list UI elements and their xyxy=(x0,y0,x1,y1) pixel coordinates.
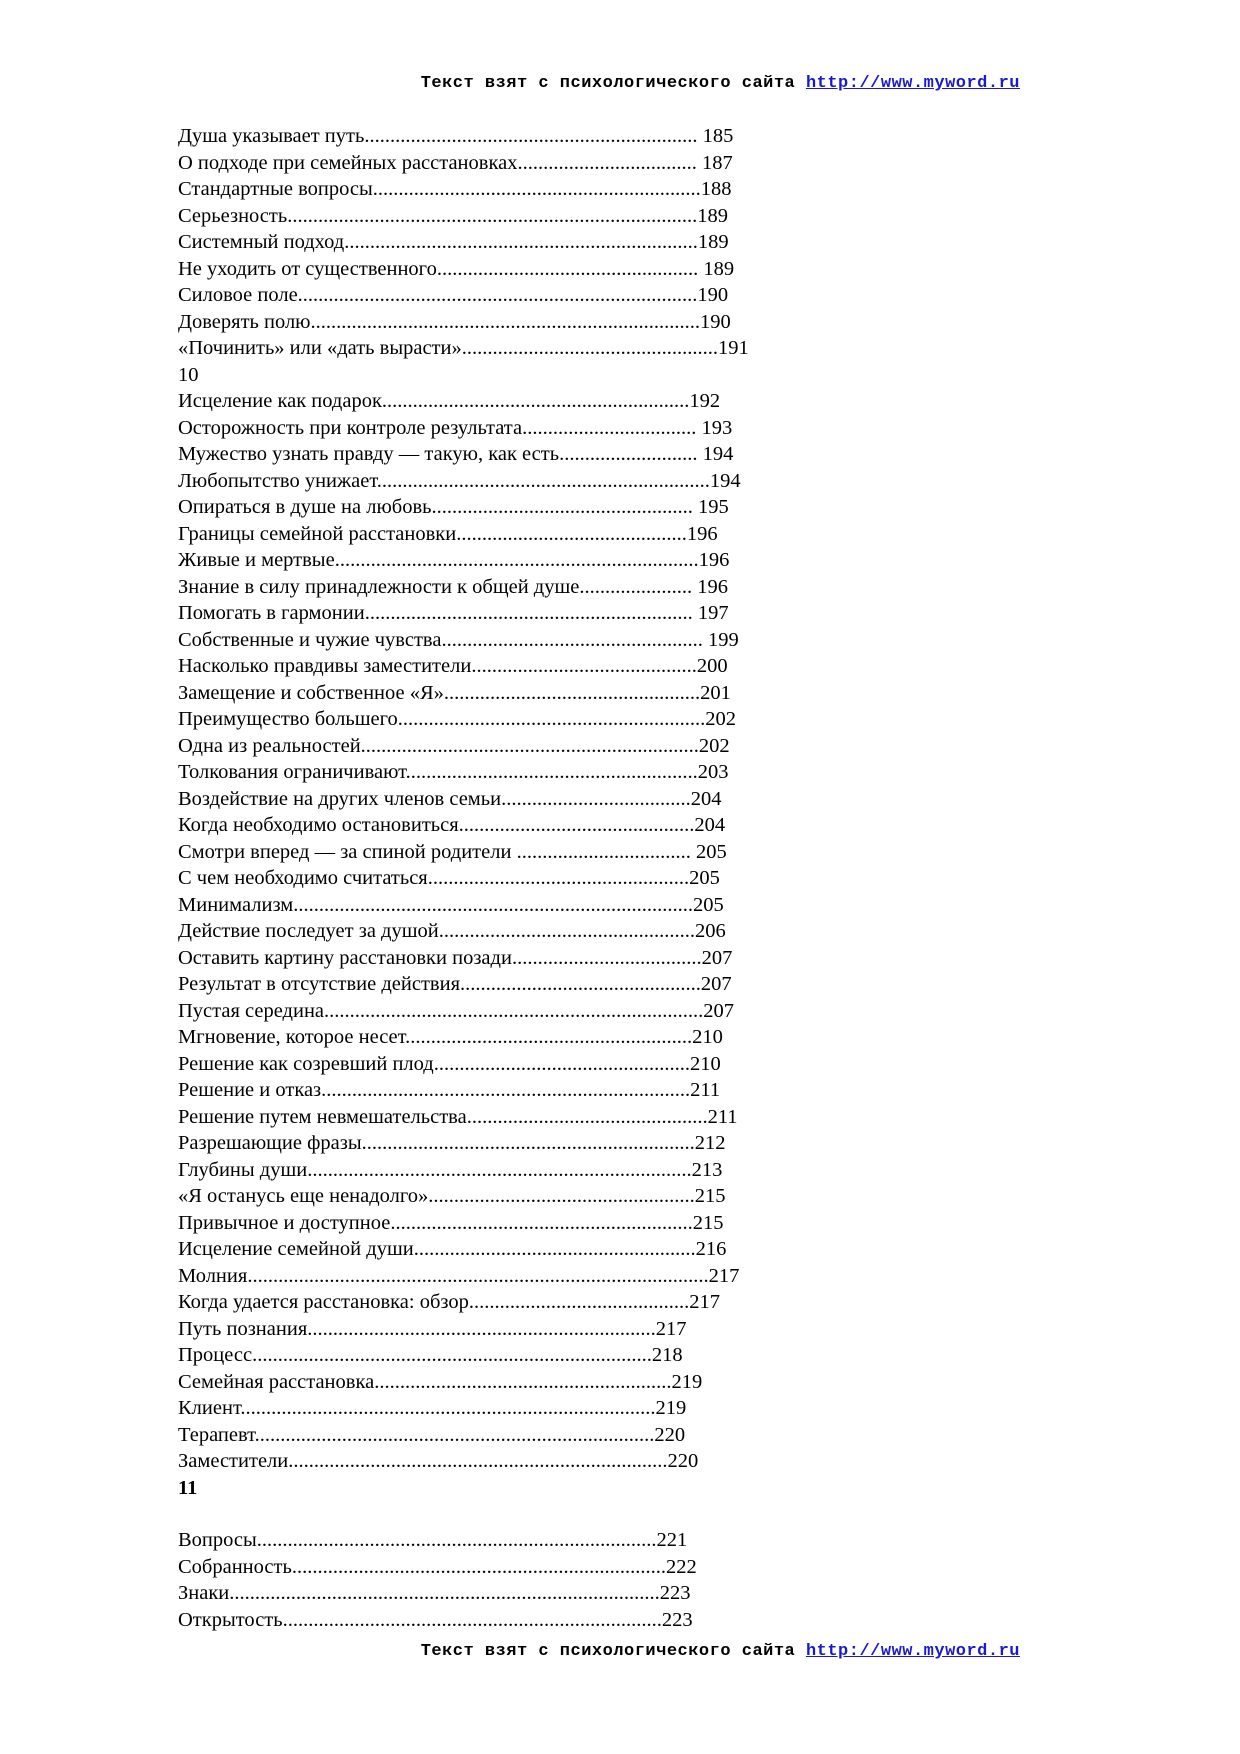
toc-entry-title: «Я останусь еще ненадолго» xyxy=(178,1185,429,1207)
toc-leader-dots: ..................................... xyxy=(501,787,691,810)
toc-leader-dots: ......................................................... xyxy=(405,761,698,783)
toc-entry-title: Толкования ограничивают xyxy=(178,761,406,783)
toc-entry-title: Оставить картину расстановки позади xyxy=(178,946,512,969)
toc-page-number: 189 xyxy=(697,204,728,227)
toc-entry-title: Клиент xyxy=(178,1397,241,1419)
chapter-10-heading: 10 xyxy=(178,363,199,386)
toc-entry xyxy=(178,468,749,495)
toc-entry-title: Привычное и доступное xyxy=(178,1211,391,1234)
toc-entry xyxy=(178,1130,749,1157)
toc-page-number: 195 xyxy=(692,496,729,518)
header-text: Текст взят с психологического сайта xyxy=(420,74,796,93)
toc-leader-dots: .............................................................................. xyxy=(297,284,698,306)
toc-entry xyxy=(178,1104,749,1131)
toc-leader-dots: ......................................................................... xyxy=(291,1555,666,1578)
toc-entry xyxy=(178,1448,749,1475)
toc-page-number: 200 xyxy=(696,655,728,677)
toc-page-number: 215 xyxy=(692,1211,724,1234)
toc-page-number: 205 xyxy=(690,840,727,863)
toc-entry-title: Путь познания xyxy=(178,1317,308,1340)
toc-entry xyxy=(178,1236,749,1263)
toc-page-number: 199 xyxy=(702,628,739,651)
toc-leader-dots: .................................. xyxy=(516,840,691,863)
toc-block-2 xyxy=(178,388,749,1475)
toc-entry-title: Когда удается расстановка: обзор xyxy=(178,1291,469,1313)
footer-link[interactable]: http://www.myword.ru xyxy=(805,1642,1020,1661)
toc-entry xyxy=(178,229,749,256)
toc-entry xyxy=(178,150,749,177)
page-header xyxy=(0,74,1020,93)
toc-entry xyxy=(178,1183,749,1210)
toc-entry-title: Решение путем невмешательства xyxy=(178,1105,467,1128)
toc-entry-title: Исцеление как подарок xyxy=(178,390,382,412)
toc-entry-title: Когда необходимо остановиться xyxy=(178,814,459,836)
toc-entry-title: Одна из реальностей xyxy=(178,734,361,757)
toc-entry xyxy=(178,1051,749,1078)
toc-page-number: 194 xyxy=(697,443,734,465)
toc-leader-dots: ..................................................................... xyxy=(344,231,698,253)
toc-leader-dots: ................................................................. xyxy=(376,469,710,492)
toc-entry xyxy=(178,812,749,839)
toc-entry-title: Молния xyxy=(178,1264,248,1287)
toc-entry xyxy=(178,335,749,362)
toc-entry-title: Не уходить от существенного xyxy=(178,257,437,280)
toc-entry-title: Решение и отказ xyxy=(178,1079,322,1101)
toc-entry-title: Решение как созревший плод xyxy=(178,1052,434,1075)
toc-page-number: 206 xyxy=(694,920,726,942)
toc-entry xyxy=(178,998,749,1025)
toc-entry-title: О подходе при семейных расстановках xyxy=(178,151,518,174)
toc-entry-title: Душа указывает путь xyxy=(178,125,365,147)
toc-leader-dots: ................................................... xyxy=(436,257,699,280)
toc-entry xyxy=(178,1210,749,1237)
toc-entry xyxy=(178,1024,749,1051)
toc-page-number: 196 xyxy=(692,575,728,598)
toc-page-number: 210 xyxy=(692,1026,723,1048)
toc-page-number: 220 xyxy=(667,1450,699,1472)
toc-page-number: 218 xyxy=(651,1344,683,1366)
toc-entry xyxy=(178,1316,749,1343)
toc-page-number: 219 xyxy=(655,1397,687,1419)
toc-leader-dots: ....................................................... xyxy=(413,1238,696,1260)
toc-page-number: 202 xyxy=(698,734,730,757)
toc-page-number: 190 xyxy=(700,310,731,333)
toc-page-number: 211 xyxy=(707,1105,738,1128)
toc-entry xyxy=(178,176,749,203)
toc-entry xyxy=(178,574,749,601)
toc-leader-dots: ....................................................................... xyxy=(334,549,699,571)
toc-leader-dots: .................................................................................... xyxy=(229,1582,660,1604)
toc-leader-dots: ............................................... xyxy=(460,973,701,995)
toc-leader-dots: ............................................................ xyxy=(397,708,706,730)
toc-leader-dots: ............................................................ xyxy=(381,390,690,412)
toc-page-number: 223 xyxy=(659,1582,691,1604)
toc-entry xyxy=(178,600,749,627)
toc-entry-title: Осторожность при контроле результата xyxy=(178,416,523,439)
toc-entry xyxy=(178,627,749,654)
toc-entry-title: Минимализм xyxy=(178,893,294,916)
toc-leader-dots: ................................................... xyxy=(427,867,690,889)
table-of-contents xyxy=(178,123,749,1633)
toc-entry xyxy=(178,1527,749,1554)
toc-entry xyxy=(178,892,749,919)
toc-leader-dots: ................................................... xyxy=(431,496,693,518)
chapter-11-heading: 11 xyxy=(178,1476,198,1499)
toc-page-number: 187 xyxy=(696,151,733,174)
toc-leader-dots: .............................................. xyxy=(458,814,695,836)
toc-entry-title: Исцеление семейной души xyxy=(178,1238,414,1260)
toc-entry-title: Процесс xyxy=(178,1344,253,1366)
toc-page-number: 204 xyxy=(690,787,722,810)
toc-entry xyxy=(178,441,749,468)
toc-entry-title: Силовое поле xyxy=(178,284,298,306)
toc-page-number: 203 xyxy=(697,761,729,783)
toc-page-number: 215 xyxy=(694,1185,726,1207)
toc-entry xyxy=(178,415,749,442)
toc-leader-dots: .......................................................................................... xyxy=(247,1264,709,1287)
toc-entry-title: Заместители xyxy=(178,1450,289,1472)
toc-page-number: 191 xyxy=(718,337,749,359)
toc-entry-title: Глубины души xyxy=(178,1158,308,1181)
toc-page-number: 217 xyxy=(689,1291,720,1313)
toc-entry xyxy=(178,388,749,415)
toc-leader-dots: ..................................... xyxy=(511,946,702,969)
toc-leader-dots: .................................................. xyxy=(461,337,718,359)
toc-entry-title: Мужество узнать правду — такую, как есть xyxy=(178,443,560,465)
toc-block-1 xyxy=(178,123,749,362)
toc-page-number: 189 xyxy=(698,257,735,280)
toc-entry-title: Разрешающие фразы xyxy=(178,1132,362,1154)
toc-page-number: 213 xyxy=(691,1158,723,1181)
toc-page-number: 188 xyxy=(700,178,732,200)
toc-leader-dots: .................................................. xyxy=(433,1052,690,1075)
toc-entry-title: Вопросы xyxy=(178,1529,257,1551)
toc-entry-title: Воздействие на других членов семьи xyxy=(178,787,502,810)
toc-page-number: 211 xyxy=(690,1079,721,1101)
toc-entry-title: Помогать в гармонии xyxy=(178,602,365,624)
toc-entry-title: Смотри вперед — за спиной родители xyxy=(178,840,517,863)
toc-leader-dots: ........................................................... xyxy=(390,1211,693,1234)
toc-entry-title: Серьезность xyxy=(178,204,288,227)
toc-page-number: 219 xyxy=(671,1370,703,1393)
toc-page-number: 196 xyxy=(698,549,730,571)
toc-page-number: 193 xyxy=(696,416,733,439)
toc-leader-dots: ............................................ xyxy=(471,655,697,677)
toc-page-number: 217 xyxy=(708,1264,740,1287)
toc-leader-dots: .......................................................... xyxy=(374,1370,672,1393)
toc-entry xyxy=(178,1580,749,1607)
toc-leader-dots: .................................................. xyxy=(443,681,701,704)
toc-leader-dots: ............................................... xyxy=(466,1105,708,1128)
toc-entry-title: Мгновение, которое несет xyxy=(178,1026,406,1048)
toc-entry xyxy=(178,1157,749,1184)
toc-entry xyxy=(178,865,749,892)
toc-entry xyxy=(178,309,749,336)
toc-entry xyxy=(178,256,749,283)
toc-entry xyxy=(178,123,749,150)
footer-text: Текст взят с психологического сайта xyxy=(420,1642,796,1661)
toc-entry-title: Границы семейной расстановки xyxy=(178,522,457,545)
toc-page-number: 185 xyxy=(697,125,734,147)
toc-entry-title: Насколько правдивы заместители xyxy=(178,655,472,677)
toc-leader-dots: .............................................................................. xyxy=(293,893,693,916)
toc-entry xyxy=(178,759,749,786)
toc-page-number: 207 xyxy=(701,946,733,969)
toc-leader-dots: .......................................................................... xyxy=(324,999,704,1022)
toc-leader-dots: ............................................. xyxy=(456,522,687,545)
toc-entry-title: Знание в силу принадлежности к общей душе xyxy=(178,575,580,598)
toc-page-number: 205 xyxy=(689,867,720,889)
toc-entry xyxy=(178,653,749,680)
toc-leader-dots: .............................................................................. xyxy=(252,1344,652,1366)
toc-entry xyxy=(178,1554,749,1581)
toc-entry xyxy=(178,786,749,813)
toc-entry-title: Собранность xyxy=(178,1555,292,1578)
toc-entry xyxy=(178,733,749,760)
toc-entry xyxy=(178,282,749,309)
toc-entry-title: Результат в отсутствие действия xyxy=(178,973,461,995)
toc-entry xyxy=(178,521,749,548)
toc-entry-title: Доверять полю xyxy=(178,310,311,333)
toc-entry-title: Опираться в душе на любовь xyxy=(178,496,432,518)
toc-entry xyxy=(178,1422,749,1449)
toc-leader-dots: ................................................................ xyxy=(372,178,701,200)
toc-entry-title: Системный подход xyxy=(178,231,345,253)
toc-page-number: 221 xyxy=(656,1529,688,1551)
toc-leader-dots: ................................................................................. xyxy=(240,1397,656,1419)
toc-leader-dots: ........................................................ xyxy=(405,1026,693,1048)
toc-leader-dots: .................................................................. xyxy=(360,734,699,757)
toc-leader-dots: ...................... xyxy=(579,575,693,598)
toc-page-number: 217 xyxy=(655,1317,687,1340)
toc-page-number: 207 xyxy=(703,999,735,1022)
toc-leader-dots: ........................................................................... xyxy=(307,1158,692,1181)
toc-entry-title: Собственные и чужие чувства xyxy=(178,628,442,651)
toc-page-number: 194 xyxy=(709,469,741,492)
toc-leader-dots: ................................................... xyxy=(441,628,703,651)
toc-page-number: 223 xyxy=(661,1608,693,1631)
header-link[interactable]: http://www.myword.ru xyxy=(805,74,1020,93)
toc-block-3 xyxy=(178,1527,749,1633)
toc-leader-dots: .................................................. xyxy=(438,920,695,942)
toc-page-number: 207 xyxy=(700,973,732,995)
toc-entry xyxy=(178,1607,749,1634)
toc-leader-dots: .......................................................................... xyxy=(288,1450,668,1472)
toc-entry-title: Действие последует за душой xyxy=(178,920,439,942)
toc-entry-title: Преимущество большего xyxy=(178,708,398,730)
toc-page-number: 204 xyxy=(694,814,726,836)
toc-leader-dots: ................................................................. xyxy=(361,1132,695,1154)
toc-page-number: 189 xyxy=(697,231,729,253)
toc-entry xyxy=(178,971,749,998)
toc-leader-dots: ................................................................. xyxy=(364,125,698,147)
toc-entry xyxy=(178,706,749,733)
toc-leader-dots: ................................... xyxy=(517,151,697,174)
toc-entry xyxy=(178,203,749,230)
toc-entry-title: Стандартные вопросы xyxy=(178,178,373,200)
page-footer xyxy=(0,1642,1020,1661)
toc-entry-title: «Починить» или «дать вырасти» xyxy=(178,337,462,359)
toc-entry-title: Семейная расстановка xyxy=(178,1370,375,1393)
toc-page-number: 205 xyxy=(692,893,724,916)
toc-entry-title: Любопытство унижает xyxy=(178,469,377,492)
toc-entry xyxy=(178,1342,749,1369)
toc-entry xyxy=(178,839,749,866)
toc-entry-title: Живые и мертвые xyxy=(178,549,335,571)
toc-leader-dots: ................................................................................ xyxy=(287,204,698,227)
toc-leader-dots: ........................... xyxy=(559,443,698,465)
toc-entry xyxy=(178,494,749,521)
toc-page-number: 210 xyxy=(689,1052,721,1075)
toc-leader-dots: .................................................... xyxy=(428,1185,695,1207)
toc-page-number: 216 xyxy=(695,1238,727,1260)
toc-entry-title: Замещение и собственное «Я» xyxy=(178,681,444,704)
toc-leader-dots: ............................................................................ xyxy=(310,310,700,333)
toc-entry xyxy=(178,1263,749,1290)
toc-entry xyxy=(178,1077,749,1104)
toc-page-number: 197 xyxy=(692,602,729,624)
toc-entry-title: Терапевт xyxy=(178,1423,255,1446)
toc-page-number: 212 xyxy=(694,1132,726,1154)
toc-page-number: 220 xyxy=(654,1423,686,1446)
toc-leader-dots: .................................. xyxy=(522,416,697,439)
toc-entry-title: Знаки xyxy=(178,1582,230,1604)
toc-page-number: 196 xyxy=(686,522,718,545)
toc-leader-dots: .............................................................................. xyxy=(254,1423,655,1446)
toc-leader-dots: .............................................................................. xyxy=(256,1529,657,1551)
toc-leader-dots: ................................................................ xyxy=(364,602,693,624)
toc-page-number: 202 xyxy=(705,708,736,730)
toc-entry xyxy=(178,945,749,972)
toc-leader-dots: ........................................................................ xyxy=(321,1079,691,1101)
toc-entry xyxy=(178,1369,749,1396)
toc-leader-dots: .......................................................................... xyxy=(282,1608,662,1631)
toc-page-number: 192 xyxy=(689,390,721,412)
toc-entry xyxy=(178,547,749,574)
toc-page-number: 201 xyxy=(700,681,731,704)
toc-page-number: 190 xyxy=(697,284,729,306)
toc-entry xyxy=(178,1395,749,1422)
toc-entry-title: Пустая середина xyxy=(178,999,325,1022)
toc-entry-title: С чем необходимо считаться xyxy=(178,867,428,889)
toc-entry xyxy=(178,680,749,707)
toc-page-number: 222 xyxy=(665,1555,697,1578)
toc-leader-dots: .................................................................... xyxy=(307,1317,656,1340)
toc-entry-title: Открытость xyxy=(178,1608,283,1631)
toc-leader-dots: ........................................... xyxy=(468,1291,690,1313)
toc-entry xyxy=(178,1289,749,1316)
toc-entry xyxy=(178,918,749,945)
